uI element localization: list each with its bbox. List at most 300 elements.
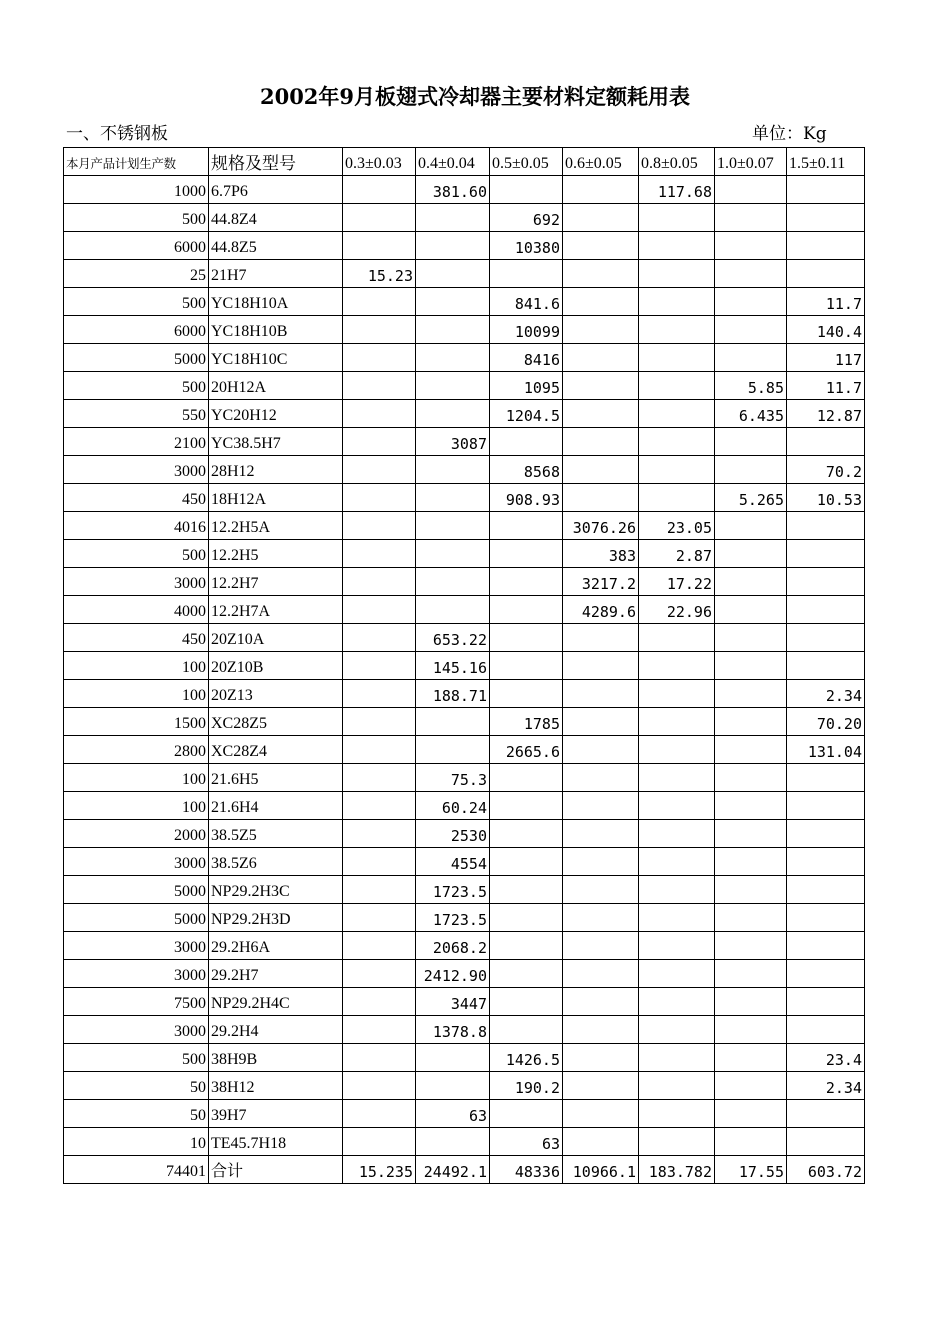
cell-value xyxy=(639,848,715,876)
table-row xyxy=(64,1044,865,1072)
cell-value xyxy=(715,680,787,708)
table-body xyxy=(64,176,865,1184)
cell-spec: 21.6H5 xyxy=(209,764,343,792)
cell-value xyxy=(563,904,639,932)
cell-value xyxy=(715,456,787,484)
cell-value: 140.4 xyxy=(787,316,865,344)
cell-value xyxy=(343,568,416,596)
cell-value xyxy=(787,652,865,680)
cell-value xyxy=(639,624,715,652)
cell-value: 383 xyxy=(563,540,639,568)
cell-value xyxy=(639,316,715,344)
unit-label: 单位：Kg xyxy=(752,124,827,144)
cell-value: 63 xyxy=(490,1128,563,1156)
cell-value xyxy=(639,1044,715,1072)
cell-value xyxy=(563,820,639,848)
cell-value xyxy=(787,820,865,848)
cell-value: 5.265 xyxy=(715,484,787,512)
cell-value xyxy=(343,876,416,904)
cell-value xyxy=(343,988,416,1016)
cell-value xyxy=(715,232,787,260)
cell-value xyxy=(343,624,416,652)
cell-value xyxy=(563,960,639,988)
table-row xyxy=(64,736,865,764)
cell-spec: YC38.5H7 xyxy=(209,428,343,456)
cell-quantity: 10 xyxy=(64,1128,209,1156)
cell-value xyxy=(563,876,639,904)
cell-quantity: 100 xyxy=(64,680,209,708)
cell-value: 131.04 xyxy=(787,736,865,764)
cell-value xyxy=(490,680,563,708)
cell-value xyxy=(639,1100,715,1128)
table-row xyxy=(64,792,865,820)
cell-value xyxy=(563,288,639,316)
cell-quantity: 2100 xyxy=(64,428,209,456)
cell-value xyxy=(490,512,563,540)
cell-value: 17.22 xyxy=(639,568,715,596)
cell-value xyxy=(715,288,787,316)
cell-value xyxy=(787,932,865,960)
cell-spec: 12.2H5 xyxy=(209,540,343,568)
header-spec: 规格及型号 xyxy=(209,148,343,176)
cell-value xyxy=(715,652,787,680)
cell-spec: 29.2H6A xyxy=(209,932,343,960)
cell-value xyxy=(490,1100,563,1128)
table-row xyxy=(64,568,865,596)
cell-spec: 6.7P6 xyxy=(209,176,343,204)
table-row xyxy=(64,400,865,428)
header-col: 0.5±0.05 xyxy=(490,148,563,176)
cell-value xyxy=(787,428,865,456)
cell-value xyxy=(343,232,416,260)
cell-quantity: 74401 xyxy=(64,1156,209,1184)
cell-quantity: 500 xyxy=(64,204,209,232)
cell-value xyxy=(490,596,563,624)
cell-value: 70.20 xyxy=(787,708,865,736)
cell-quantity: 500 xyxy=(64,288,209,316)
cell-quantity: 3000 xyxy=(64,960,209,988)
cell-value xyxy=(563,1128,639,1156)
cell-value: 381.60 xyxy=(416,176,490,204)
cell-spec: YC18H10C xyxy=(209,344,343,372)
table-row xyxy=(64,596,865,624)
cell-value xyxy=(563,316,639,344)
cell-value xyxy=(416,316,490,344)
cell-value: 2.87 xyxy=(639,540,715,568)
cell-value xyxy=(416,484,490,512)
cell-value xyxy=(343,372,416,400)
table-row xyxy=(64,316,865,344)
cell-value xyxy=(715,540,787,568)
cell-value xyxy=(563,428,639,456)
cell-spec: 38.5Z6 xyxy=(209,848,343,876)
cell-quantity: 50 xyxy=(64,1100,209,1128)
cell-value: 10099 xyxy=(490,316,563,344)
cell-quantity: 450 xyxy=(64,484,209,512)
table-row xyxy=(64,708,865,736)
cell-quantity: 100 xyxy=(64,652,209,680)
cell-value xyxy=(715,876,787,904)
cell-value xyxy=(343,288,416,316)
cell-value xyxy=(715,736,787,764)
cell-value xyxy=(715,764,787,792)
cell-value xyxy=(416,400,490,428)
cell-value xyxy=(639,904,715,932)
cell-value xyxy=(563,1072,639,1100)
table-row xyxy=(64,988,865,1016)
cell-value xyxy=(563,708,639,736)
cell-value xyxy=(715,1016,787,1044)
cell-value xyxy=(416,512,490,540)
cell-spec: 20Z10B xyxy=(209,652,343,680)
cell-value: 15.23 xyxy=(343,260,416,288)
table-row xyxy=(64,820,865,848)
cell-value xyxy=(787,764,865,792)
cell-value xyxy=(490,652,563,680)
table-row xyxy=(64,288,865,316)
cell-spec: 20H12A xyxy=(209,372,343,400)
cell-quantity: 1500 xyxy=(64,708,209,736)
table-row xyxy=(64,1016,865,1044)
cell-quantity: 25 xyxy=(64,260,209,288)
cell-value xyxy=(715,820,787,848)
cell-value xyxy=(416,260,490,288)
cell-value xyxy=(563,736,639,764)
cell-value xyxy=(343,904,416,932)
table-row xyxy=(64,652,865,680)
cell-value xyxy=(343,736,416,764)
cell-value: 1723.5 xyxy=(416,876,490,904)
table-row xyxy=(64,176,865,204)
table-row xyxy=(64,428,865,456)
cell-value xyxy=(715,708,787,736)
cell-value: 60.24 xyxy=(416,792,490,820)
cell-value xyxy=(343,540,416,568)
cell-quantity: 5000 xyxy=(64,904,209,932)
cell-value xyxy=(416,204,490,232)
cell-value xyxy=(343,1072,416,1100)
cell-value xyxy=(490,540,563,568)
cell-value xyxy=(343,176,416,204)
cell-spec: 20Z13 xyxy=(209,680,343,708)
cell-value xyxy=(639,204,715,232)
cell-quantity: 5000 xyxy=(64,344,209,372)
cell-value xyxy=(490,820,563,848)
cell-spec: XC28Z4 xyxy=(209,736,343,764)
cell-value: 117.68 xyxy=(639,176,715,204)
cell-value xyxy=(787,904,865,932)
cell-value xyxy=(715,960,787,988)
cell-value xyxy=(715,624,787,652)
cell-value xyxy=(416,456,490,484)
cell-spec: 44.8Z5 xyxy=(209,232,343,260)
table-row xyxy=(64,204,865,232)
cell-value xyxy=(490,568,563,596)
cell-value xyxy=(639,484,715,512)
cell-value xyxy=(639,456,715,484)
cell-value: 1204.5 xyxy=(490,400,563,428)
cell-value: 1785 xyxy=(490,708,563,736)
cell-value: 48336 xyxy=(490,1156,563,1184)
cell-quantity: 2800 xyxy=(64,736,209,764)
cell-quantity: 5000 xyxy=(64,876,209,904)
table-row xyxy=(64,1072,865,1100)
cell-value xyxy=(563,848,639,876)
cell-value xyxy=(490,624,563,652)
cell-value xyxy=(787,1016,865,1044)
cell-value: 3447 xyxy=(416,988,490,1016)
table-row xyxy=(64,932,865,960)
cell-value xyxy=(343,484,416,512)
cell-value xyxy=(490,176,563,204)
cell-value xyxy=(639,1016,715,1044)
cell-value xyxy=(715,204,787,232)
cell-spec: 29.2H4 xyxy=(209,1016,343,1044)
cell-value xyxy=(416,736,490,764)
cell-value xyxy=(416,596,490,624)
cell-value xyxy=(715,316,787,344)
header-col: 0.4±0.04 xyxy=(416,148,490,176)
cell-value xyxy=(639,876,715,904)
cell-value xyxy=(787,204,865,232)
cell-spec: TE45.7H18 xyxy=(209,1128,343,1156)
cell-value xyxy=(563,764,639,792)
cell-value xyxy=(490,932,563,960)
cell-value xyxy=(715,988,787,1016)
cell-value xyxy=(715,1100,787,1128)
cell-value xyxy=(490,960,563,988)
cell-spec: 39H7 xyxy=(209,1100,343,1128)
cell-value xyxy=(639,820,715,848)
cell-value xyxy=(563,400,639,428)
cell-value xyxy=(639,344,715,372)
cell-value: 1426.5 xyxy=(490,1044,563,1072)
table-row xyxy=(64,848,865,876)
cell-value xyxy=(787,260,865,288)
cell-value xyxy=(715,512,787,540)
cell-value xyxy=(639,428,715,456)
cell-value xyxy=(490,792,563,820)
cell-spec: 29.2H7 xyxy=(209,960,343,988)
cell-value xyxy=(563,484,639,512)
header-row xyxy=(64,148,865,176)
cell-value xyxy=(787,512,865,540)
cell-value: 692 xyxy=(490,204,563,232)
header-col: 1.5±0.11 xyxy=(787,148,865,176)
cell-value: 4554 xyxy=(416,848,490,876)
cell-value: 17.55 xyxy=(715,1156,787,1184)
cell-value: 15.235 xyxy=(343,1156,416,1184)
cell-spec: YC20H12 xyxy=(209,400,343,428)
cell-value xyxy=(343,316,416,344)
section-heading: 一、不锈钢板 xyxy=(66,124,168,144)
cell-value: 190.2 xyxy=(490,1072,563,1100)
cell-value xyxy=(343,932,416,960)
cell-spec: 38.5Z5 xyxy=(209,820,343,848)
cell-value xyxy=(787,232,865,260)
cell-value xyxy=(416,372,490,400)
cell-value: 10966.1 xyxy=(563,1156,639,1184)
table-row xyxy=(64,232,865,260)
header-col: 0.8±0.05 xyxy=(639,148,715,176)
cell-value: 8568 xyxy=(490,456,563,484)
cell-value xyxy=(343,820,416,848)
cell-value xyxy=(490,1016,563,1044)
cell-value: 10.53 xyxy=(787,484,865,512)
table-row xyxy=(64,904,865,932)
cell-value xyxy=(563,1044,639,1072)
cell-quantity: 6000 xyxy=(64,232,209,260)
cell-quantity: 100 xyxy=(64,764,209,792)
cell-value xyxy=(715,596,787,624)
cell-value xyxy=(343,848,416,876)
cell-quantity: 3000 xyxy=(64,848,209,876)
cell-value xyxy=(416,1072,490,1100)
cell-value xyxy=(416,708,490,736)
cell-value xyxy=(563,652,639,680)
cell-quantity: 4000 xyxy=(64,596,209,624)
cell-value: 1723.5 xyxy=(416,904,490,932)
cell-spec: 18H12A xyxy=(209,484,343,512)
table-row xyxy=(64,764,865,792)
material-table xyxy=(63,147,865,1184)
cell-value xyxy=(787,1100,865,1128)
cell-value xyxy=(639,736,715,764)
cell-value: 841.6 xyxy=(490,288,563,316)
cell-quantity: 3000 xyxy=(64,932,209,960)
cell-value xyxy=(639,960,715,988)
cell-value: 145.16 xyxy=(416,652,490,680)
table-row xyxy=(64,876,865,904)
cell-quantity: 3000 xyxy=(64,456,209,484)
cell-spec: 12.2H7 xyxy=(209,568,343,596)
cell-value xyxy=(563,792,639,820)
cell-value xyxy=(490,848,563,876)
header-col: 1.0±0.07 xyxy=(715,148,787,176)
cell-value: 4289.6 xyxy=(563,596,639,624)
cell-value xyxy=(715,792,787,820)
table-row xyxy=(64,1100,865,1128)
cell-value: 8416 xyxy=(490,344,563,372)
cell-value xyxy=(343,428,416,456)
cell-value xyxy=(343,792,416,820)
cell-spec: NP29.2H4C xyxy=(209,988,343,1016)
cell-quantity: 3000 xyxy=(64,1016,209,1044)
cell-value xyxy=(787,876,865,904)
cell-value: 11.7 xyxy=(787,372,865,400)
cell-value xyxy=(563,680,639,708)
cell-value xyxy=(343,1044,416,1072)
cell-spec: 合计 xyxy=(209,1156,343,1184)
cell-value: 1095 xyxy=(490,372,563,400)
cell-value xyxy=(490,260,563,288)
cell-value xyxy=(787,540,865,568)
cell-value xyxy=(416,232,490,260)
cell-value xyxy=(416,288,490,316)
cell-value xyxy=(787,848,865,876)
cell-value xyxy=(639,932,715,960)
cell-value: 6.435 xyxy=(715,400,787,428)
header-qty: 本月产品计划生产数 xyxy=(64,148,209,176)
cell-spec: NP29.2H3C xyxy=(209,876,343,904)
table-row xyxy=(64,372,865,400)
cell-value xyxy=(563,204,639,232)
cell-value: 653.22 xyxy=(416,624,490,652)
cell-value xyxy=(563,624,639,652)
cell-spec: 21.6H4 xyxy=(209,792,343,820)
cell-value: 10380 xyxy=(490,232,563,260)
cell-spec: 28H12 xyxy=(209,456,343,484)
cell-value xyxy=(787,568,865,596)
cell-value xyxy=(639,232,715,260)
cell-value: 70.2 xyxy=(787,456,865,484)
cell-value xyxy=(639,372,715,400)
cell-value xyxy=(563,260,639,288)
cell-value xyxy=(343,456,416,484)
cell-value xyxy=(639,260,715,288)
table-row xyxy=(64,960,865,988)
cell-value xyxy=(715,1044,787,1072)
table-row xyxy=(64,484,865,512)
cell-value xyxy=(416,344,490,372)
cell-value xyxy=(715,848,787,876)
cell-spec: YC18H10B xyxy=(209,316,343,344)
cell-value: 1378.8 xyxy=(416,1016,490,1044)
cell-value xyxy=(343,344,416,372)
cell-value xyxy=(639,988,715,1016)
cell-value xyxy=(490,988,563,1016)
cell-quantity: 1000 xyxy=(64,176,209,204)
header-col: 0.3±0.03 xyxy=(343,148,416,176)
cell-value xyxy=(715,260,787,288)
cell-value xyxy=(563,344,639,372)
cell-spec: 21H7 xyxy=(209,260,343,288)
cell-quantity: 500 xyxy=(64,372,209,400)
cell-value xyxy=(563,988,639,1016)
cell-value xyxy=(787,624,865,652)
cell-value xyxy=(639,400,715,428)
cell-value: 24492.1 xyxy=(416,1156,490,1184)
cell-value: 117 xyxy=(787,344,865,372)
cell-value xyxy=(563,1100,639,1128)
cell-value: 23.05 xyxy=(639,512,715,540)
cell-spec: XC28Z5 xyxy=(209,708,343,736)
cell-spec: YC18H10A xyxy=(209,288,343,316)
cell-value xyxy=(639,764,715,792)
cell-value: 11.7 xyxy=(787,288,865,316)
cell-value xyxy=(490,876,563,904)
cell-quantity: 4016 xyxy=(64,512,209,540)
cell-value xyxy=(639,680,715,708)
cell-value: 3217.2 xyxy=(563,568,639,596)
cell-value xyxy=(715,344,787,372)
cell-value xyxy=(639,792,715,820)
cell-value xyxy=(343,596,416,624)
cell-quantity: 100 xyxy=(64,792,209,820)
cell-value: 2530 xyxy=(416,820,490,848)
cell-value: 22.96 xyxy=(639,596,715,624)
cell-spec: NP29.2H3D xyxy=(209,904,343,932)
table-row xyxy=(64,260,865,288)
cell-value xyxy=(715,1128,787,1156)
cell-value xyxy=(343,400,416,428)
cell-value xyxy=(787,960,865,988)
cell-quantity: 450 xyxy=(64,624,209,652)
cell-value xyxy=(343,960,416,988)
cell-value xyxy=(787,596,865,624)
cell-value: 183.782 xyxy=(639,1156,715,1184)
cell-value xyxy=(343,764,416,792)
